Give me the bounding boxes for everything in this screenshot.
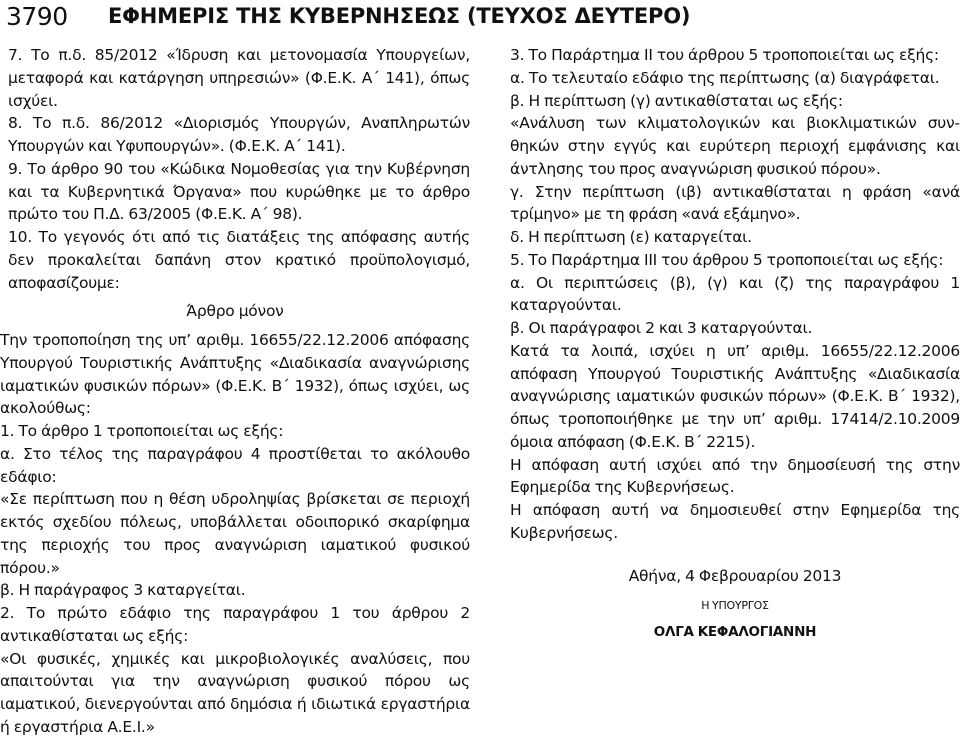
gazette-title: ΕΦΗΜΕΡΙΣ ΤΗΣ ΚΥΒΕΡΝΗΣΕΩΣ (ΤΕΥΧΟΣ ΔΕΥΤΕΡΟ) — [108, 4, 691, 28]
paragraph: 2. Το πρώτο εδάφιο της παραγράφου 1 του άρθρου 2 αντικαθίσταται ως εξής: — [0, 604, 470, 645]
left-column — [0, 44, 470, 739]
paragraph: 5. Το Παράρτημα ΙΙΙ του άρθρου 5 τροποποιείται ως εξής: — [510, 250, 944, 269]
paragraph: α. Οι περιπτώσεις (β), (γ) και (ζ) της παραγράφου 1 καταργούνται. — [510, 273, 960, 315]
page-number: 3790 — [6, 2, 68, 31]
page-header — [0, 0, 960, 34]
paragraph: α. Το τελευταίο εδάφιο της περίπτωσης (α) διαγράφεται. — [510, 68, 940, 87]
paragraph: γ. Στην περίπτωση (ιβ) αντικαθίσταται η φράση «ανά τρίμηνο» με τη φράση «ανά εξάμηνο». — [510, 182, 960, 224]
paragraph: Την τροποποίηση της υπ’ αριθμ. 16655/22.12.2006 απόφασης Υπουργού Τουριστικής Ανάπτυξης «Διαδικασία αναγνώρισης ιαματικών φυσικών πόρων» (Φ.Ε.Κ. Β΄ 1932), όπως ισχύει, ως ακολούθως: — [0, 331, 470, 418]
paragraph: «Σε περίπτωση που η θέση υδροληψίας βρίσκεται σε περιοχή εκτός σχεδίου πόλεως, υποβάλλεται οδοιπορικό σκαρίφημα της περιοχής του προς αναγνώριση ιαματικού φυσικού πόρου.» — [0, 490, 470, 577]
minister-label: Η ΥΠΟΥΡΓΟΣ — [701, 599, 769, 613]
paragraph: β. Η παράγραφος 3 καταργείται. — [0, 581, 246, 600]
article-title: Άρθρο μόνον — [186, 302, 284, 321]
paragraph: α. Στο τέλος της παραγράφου 4 προστίθεται το ακόλουθο εδάφιο: — [0, 444, 470, 486]
paragraph: Η απόφαση αυτή ισχύει από την δημοσίευσή της στην Εφημερίδα της Κυβερνήσεως. — [510, 455, 960, 497]
paragraph: δ. Η περίπτωση (ε) καταργείται. — [510, 228, 752, 246]
paragraph: β. Οι παράγραφοι 2 και 3 καταργούνται. — [510, 319, 813, 337]
paragraph: Η απόφαση αυτή να δημοσιευθεί στην Εφημερίδα της Κυβερνήσεως. — [510, 501, 960, 542]
paragraph: β. Η περίπτωση (γ) αντικαθίσταται ως εξής: — [510, 91, 843, 110]
paragraph: Κατά τα λοιπά, ισχύει η υπ’ αριθμ. 16655/22.12.2006 απόφαση Υπουργού Τουριστικής Ανάπτυξης «Διαδικασία αναγνώρισης ιαματικών φυσικών πόρων» (Φ.Ε.Κ. Β΄ 1932), όπως τροποποιήθηκε με την υπ’ αριθμ. 17414/2.10.2009 όμοια απόφαση (Φ.Ε.Κ. Β΄ 2215). — [510, 341, 960, 451]
paragraph: 3. Το Παράρτημα ΙΙ του άρθρου 5 τροποποιείται ως εξής: — [510, 46, 939, 64]
paragraph: 10. Το γεγονός ότι από τις διατάξεις της απόφασης αυτής δεν προκαλείται δαπάνη στον κρατικό προϋπολογισμό, αποφασίζουμε: — [8, 228, 470, 292]
paragraph: 7. Το π.δ. 85/2012 «Ίδρυση και μετονομασία Υπουργείων, μεταφορά και κατάργηση υπηρεσιών» (Φ.Ε.Κ. Α΄ 141), όπως ισχύει. — [8, 46, 470, 110]
date-line: Αθήνα, 4 Φεβρουαρίου 2013 — [628, 566, 842, 585]
paragraph: 8. Το π.δ. 86/2012 «Διορισμός Υπουργών, Αναπληρωτών Υπουργών και Υφυπουργών». (Φ.Ε.Κ. Α΄ 141). — [8, 114, 470, 155]
paragraph: 1. Το άρθρο 1 τροποποιείται ως εξής: — [0, 422, 284, 440]
paragraph: «Ανάλυση των κλιματολογικών και βιοκλιματικών συνθηκών στην εγγύς και ευρύτερη περιοχή εμφάνισης και άντλησης του προς αναγνώριση φυσικού πόρου». — [510, 114, 960, 178]
paragraph: «Οι φυσικές, χημικές και μικροβιολογικές αναλύσεις, που απαιτούνται για την αναγνώριση φυσικού πόρου ως ιαματικού, διενεργούνται από δημόσια ή ιδιωτικά εργαστήρια ή εργαστήρια Α.Ε.Ι.» — [0, 649, 470, 736]
paragraph: 9. Το άρθρο 90 του «Κώδικα Νομοθεσίας για την Κυβέρνηση και τα Κυβερνητικά Όργανα» που κυρώθηκε με το άρθρο πρώτο του Π.Δ. 63/2005 (Φ.Ε.Κ. Α΄ 98). — [8, 159, 470, 224]
minister-name: ΟΛΓΑ ΚΕΦΑΛΟΓΙΑΝΝΗ — [653, 624, 817, 641]
right-column — [510, 44, 960, 644]
